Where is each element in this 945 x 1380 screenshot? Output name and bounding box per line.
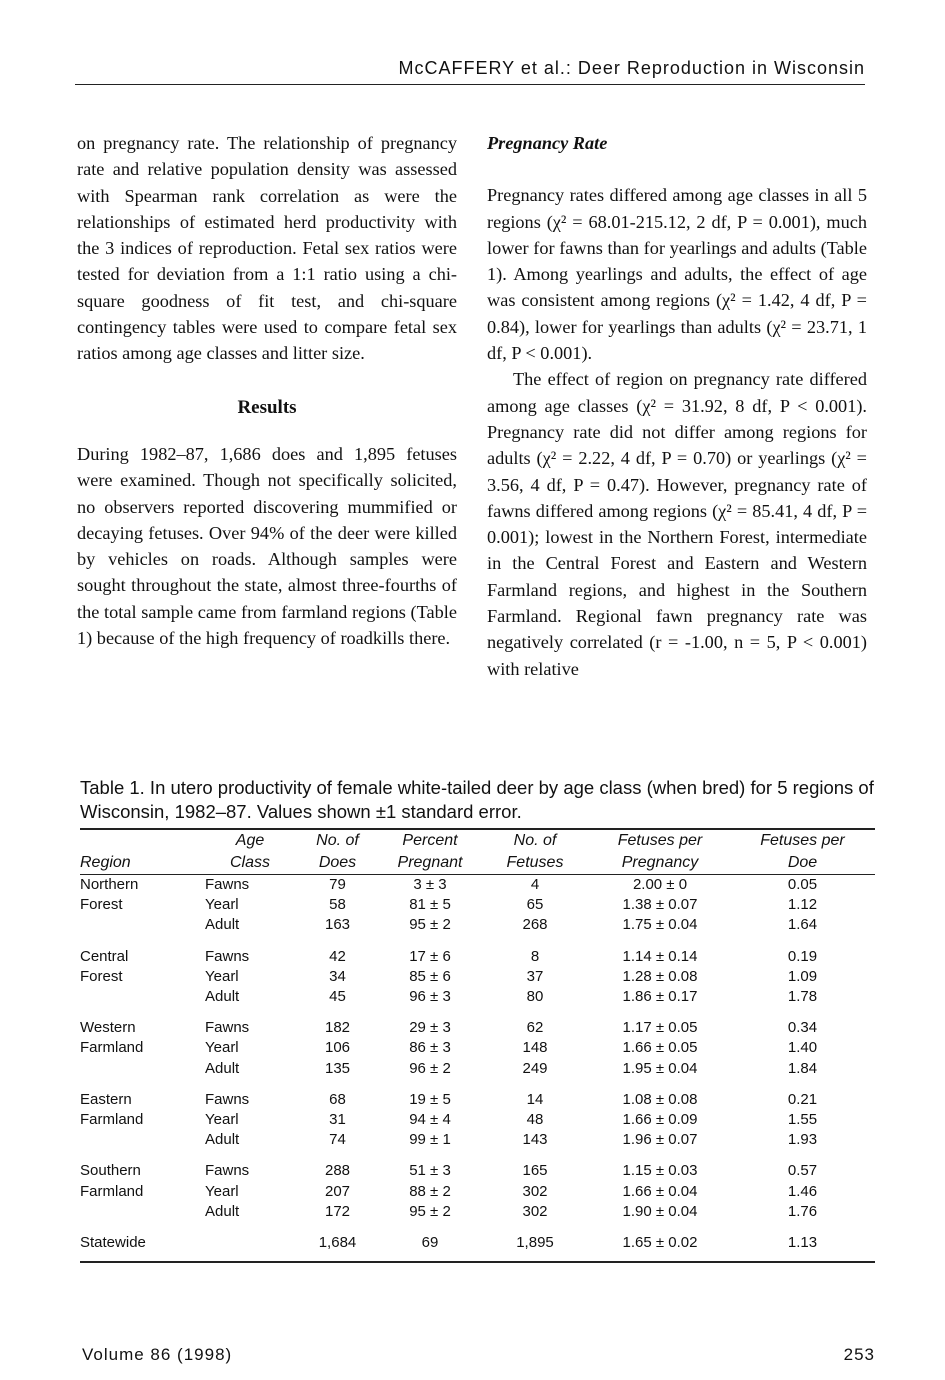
cell-percent-pregnant: 95 ± 2 — [409, 916, 451, 934]
table-row — [80, 915, 875, 935]
cell-fetuses-per-doe: 1.76 — [787, 1202, 818, 1220]
header-age-line1: Age — [205, 829, 295, 852]
cell-no-of-does: 79 — [329, 876, 346, 894]
cell-percent-pregnant: 69 — [380, 1222, 480, 1262]
cell-no-of-fetuses: 249 — [522, 1059, 548, 1077]
header-fpp-line2: Pregnancy — [590, 852, 730, 875]
subheading-pregnancy-rate: Pregnancy Rate — [487, 133, 608, 153]
cell-age-class: Fawns — [205, 1162, 250, 1180]
cell-no-of-fetuses: 62 — [526, 1019, 544, 1037]
cell-region: Southern — [80, 1162, 141, 1180]
header-pct-line2: Pregnant — [380, 852, 480, 875]
cell-age-class — [205, 1222, 295, 1262]
cell-fetuses-per-pregnancy: 1.65 ± 0.02 — [590, 1222, 730, 1262]
table-row — [80, 1130, 875, 1150]
running-head: McCAFFERY et al.: Deer Reproduction in Wisconsin — [398, 58, 865, 78]
cell-percent-pregnant: 3 ± 3 — [413, 876, 447, 894]
cell-fetuses-per-doe: 0.34 — [787, 1019, 818, 1037]
cell-fetuses-per-doe: 1.78 — [787, 988, 818, 1006]
table-row — [80, 936, 875, 967]
table-row — [80, 1110, 875, 1130]
header-pct-line1: Percent — [380, 829, 480, 852]
cell-age-class: Fawns — [205, 1090, 250, 1108]
table-row — [80, 987, 875, 1007]
cell-region: Farmland — [80, 1182, 144, 1200]
cell-fetuses-per-doe: 1.12 — [787, 896, 818, 914]
cell-fetuses-per-doe: 1.46 — [787, 1182, 818, 1200]
cell-region: Farmland — [80, 1110, 144, 1128]
table-header-row — [80, 852, 875, 875]
cell-fetuses-per-doe: 0.57 — [787, 1162, 818, 1180]
header-region-line2: Region — [80, 852, 205, 875]
body-paragraph: During 1982–87, 1,686 does and 1,895 fetuses were examined. Though not specifically solicited, no observers reported discovering mummified or decaying fetuses. Over 94% of the deer were killed by vehicles on roads. Although samples were sought throughout the state, almost three-fourths of the total sample came from farmland regions (Table 1) because of the high frequency of roadkills there. — [77, 443, 457, 649]
cell-no-of-fetuses: 1,895 — [480, 1222, 590, 1262]
cell-fetuses-per-pregnancy: 1.14 ± 0.14 — [622, 947, 698, 965]
cell-fetuses-per-doe: 0.21 — [787, 1090, 818, 1108]
header-fpd-line1: Fetuses per — [730, 829, 875, 852]
header-age-line2: Class — [205, 852, 295, 875]
cell-no-of-does: 1,684 — [295, 1222, 380, 1262]
section-heading-results: Results — [237, 396, 297, 418]
cell-fetuses-per-pregnancy: 1.90 ± 0.04 — [622, 1202, 698, 1220]
cell-no-of-does: 106 — [324, 1039, 351, 1057]
cell-no-of-does: 34 — [329, 967, 346, 985]
cell-age-class: Adult — [205, 1059, 240, 1077]
cell-age-class: Yearl — [205, 1039, 239, 1057]
body-paragraph: The effect of region on pregnancy rate differed among age classes (χ² = 31.92, 8 df, P < 0.001). Pregnancy rate did not differ among regions for adults (χ² = 2.22, 4 df, P = 0.70) or yearlings (χ² = 3.56, 4 df, P = 0.47). However, pregnancy rate of fawns differed among regions (χ² = 85.41, 4 df, P = 0.001); lowest in the Northern Forest, intermediate in the Central Forest and Eastern and Western Farmland regions, and highest in the Southern Farmland. Regional fawn pregnancy rate was negatively correlated (r = -1.00, n = 5, P < 0.001) with relative — [487, 369, 867, 679]
cell-fetuses-per-pregnancy: 1.38 ± 0.07 — [622, 896, 698, 914]
cell-fetuses-per-pregnancy: 2.00 ± 0 — [632, 876, 688, 894]
cell-no-of-fetuses: 14 — [526, 1090, 544, 1108]
cell-no-of-fetuses: 148 — [522, 1039, 548, 1057]
cell-region — [80, 1130, 205, 1150]
cell-no-of-fetuses: 37 — [526, 967, 544, 985]
cell-no-of-fetuses: 65 — [526, 896, 544, 914]
cell-percent-pregnant: 88 ± 2 — [409, 1182, 451, 1200]
cell-fetuses-per-pregnancy: 1.75 ± 0.04 — [622, 916, 698, 934]
cell-fetuses-per-doe: 1.55 — [787, 1110, 818, 1128]
cell-percent-pregnant: 86 ± 3 — [409, 1039, 451, 1057]
table-row — [80, 1007, 875, 1038]
cell-fetuses-per-pregnancy: 1.86 ± 0.17 — [622, 988, 698, 1006]
cell-age-class: Yearl — [205, 896, 239, 914]
header-fetuses-line2: Fetuses — [480, 852, 590, 875]
cell-percent-pregnant: 96 ± 2 — [409, 1059, 451, 1077]
cell-fetuses-per-pregnancy: 1.66 ± 0.05 — [622, 1039, 698, 1057]
cell-no-of-does: 182 — [324, 1019, 351, 1037]
cell-region — [80, 915, 205, 935]
cell-region: Forest — [80, 967, 123, 985]
cell-no-of-does: 172 — [324, 1202, 351, 1220]
table-row — [80, 1222, 875, 1262]
cell-age-class: Yearl — [205, 967, 239, 985]
cell-age-class: Fawns — [205, 876, 250, 894]
table-row — [80, 967, 875, 987]
cell-fetuses-per-pregnancy: 1.28 ± 0.08 — [622, 967, 698, 985]
cell-region — [80, 987, 205, 1007]
cell-fetuses-per-pregnancy: 1.66 ± 0.09 — [622, 1110, 698, 1128]
header-region-line1 — [80, 829, 205, 852]
header-fetuses-line1: No. of — [480, 829, 590, 852]
table-row — [80, 1079, 875, 1110]
table-row — [80, 895, 875, 915]
cell-fetuses-per-doe: 1.64 — [787, 916, 818, 934]
cell-age-class: Adult — [205, 1131, 240, 1149]
header-fpp-line1: Fetuses per — [590, 829, 730, 852]
cell-fetuses-per-doe: 1.09 — [787, 967, 818, 985]
cell-no-of-does: 163 — [324, 916, 351, 934]
cell-percent-pregnant: 29 ± 3 — [409, 1019, 451, 1037]
footer-volume: Volume 86 (1998) — [82, 1345, 233, 1364]
cell-no-of-does: 58 — [329, 896, 346, 914]
productivity-table — [80, 828, 875, 1263]
cell-no-of-fetuses: 80 — [526, 988, 544, 1006]
cell-no-of-does: 288 — [324, 1162, 351, 1180]
right-column — [487, 130, 867, 682]
header-rule — [75, 84, 865, 85]
cell-region — [80, 1202, 205, 1222]
cell-no-of-does: 31 — [329, 1110, 346, 1128]
cell-no-of-fetuses: 302 — [522, 1202, 548, 1220]
cell-region — [80, 1059, 205, 1079]
cell-no-of-fetuses: 165 — [522, 1162, 548, 1180]
cell-percent-pregnant: 85 ± 6 — [409, 967, 451, 985]
cell-fetuses-per-pregnancy: 1.66 ± 0.04 — [622, 1182, 698, 1200]
table-row — [80, 1202, 875, 1222]
cell-percent-pregnant: 51 ± 3 — [409, 1162, 451, 1180]
cell-percent-pregnant: 99 ± 1 — [409, 1131, 451, 1149]
header-does-line1: No. of — [295, 829, 380, 852]
table-row — [80, 875, 875, 896]
cell-region: Central — [80, 947, 129, 965]
cell-fetuses-per-doe: 1.93 — [787, 1131, 818, 1149]
cell-fetuses-per-pregnancy: 1.08 ± 0.08 — [622, 1090, 698, 1108]
cell-fetuses-per-doe: 1.13 — [730, 1222, 875, 1262]
cell-no-of-fetuses: 48 — [526, 1110, 544, 1128]
cell-age-class: Fawns — [205, 1019, 250, 1037]
cell-no-of-fetuses: 302 — [522, 1182, 548, 1200]
cell-region: Forest — [80, 896, 123, 914]
cell-fetuses-per-doe: 0.05 — [787, 876, 818, 894]
header-does-line2: Does — [295, 852, 380, 875]
cell-no-of-does: 45 — [329, 988, 346, 1006]
cell-region: Eastern — [80, 1090, 132, 1108]
body-paragraph: on pregnancy rate. The relationship of pregnancy rate and relative population density was assessed with Spearman rank correlation as were the relationships of estimated herd productivity with the 3 indices of reproduction. Fetal sex ratios were tested for deviation from a 1:1 ratio using a chi-square goodness of fit test, and chi-square contingency tables were used to compare fetal sex ratios among age classes and litter size. — [77, 133, 457, 364]
table-row — [80, 1059, 875, 1079]
cell-age-class: Adult — [205, 1202, 240, 1220]
cell-age-class: Fawns — [205, 947, 250, 965]
cell-no-of-does: 42 — [329, 947, 346, 965]
table-container — [80, 828, 875, 1263]
cell-fetuses-per-pregnancy: 1.95 ± 0.04 — [622, 1059, 698, 1077]
cell-percent-pregnant: 95 ± 2 — [409, 1202, 451, 1220]
cell-no-of-does: 74 — [329, 1131, 346, 1149]
cell-percent-pregnant: 19 ± 5 — [409, 1090, 451, 1108]
cell-fetuses-per-doe: 1.40 — [787, 1039, 818, 1057]
cell-no-of-fetuses: 4 — [530, 876, 540, 894]
table-row — [80, 1150, 875, 1181]
cell-percent-pregnant: 94 ± 4 — [409, 1110, 451, 1128]
cell-age-class: Adult — [205, 916, 240, 934]
table-row — [80, 1038, 875, 1058]
table-row — [80, 1181, 875, 1201]
cell-percent-pregnant: 17 ± 6 — [409, 947, 451, 965]
cell-region: Western — [80, 1019, 136, 1037]
cell-fetuses-per-pregnancy: 1.17 ± 0.05 — [622, 1019, 698, 1037]
table-caption: Table 1. In utero productivity of female white-tailed deer by age class (when bred) for 5 regions of Wisconsin, 1982–87. Values shown ±1 standard error. — [80, 777, 874, 822]
cell-no-of-does: 207 — [324, 1182, 351, 1200]
cell-no-of-fetuses: 268 — [522, 916, 548, 934]
table-body — [80, 875, 875, 1263]
cell-no-of-fetuses: 143 — [522, 1131, 548, 1149]
left-column — [77, 130, 457, 651]
cell-fetuses-per-pregnancy: 1.15 ± 0.03 — [622, 1162, 698, 1180]
cell-fetuses-per-pregnancy: 1.96 ± 0.07 — [622, 1131, 698, 1149]
cell-age-class: Adult — [205, 988, 240, 1006]
cell-region: Statewide — [80, 1222, 205, 1262]
cell-region: Farmland — [80, 1039, 144, 1057]
cell-no-of-does: 68 — [329, 1090, 346, 1108]
header-fpd-line2: Doe — [730, 852, 875, 875]
cell-region: Northern — [80, 876, 139, 894]
body-paragraph: Pregnancy rates differed among age classes in all 5 regions (χ² = 68.01-215.12, 2 df, P = 0.001), much lower for fawns than for yearlings and adults (Table 1). Among yearlings and adults, the effect of age was consistent among regions (χ² = 1.42, 4 df, P = 0.84), lower for yearlings than adults (χ² = 23.71, 1 df, P < 0.001). — [487, 185, 867, 364]
cell-no-of-fetuses: 8 — [530, 947, 540, 965]
cell-percent-pregnant: 96 ± 3 — [409, 988, 451, 1006]
cell-age-class: Yearl — [205, 1182, 239, 1200]
cell-percent-pregnant: 81 ± 5 — [409, 896, 451, 914]
table-header-row — [80, 829, 875, 852]
cell-fetuses-per-doe: 0.19 — [787, 947, 818, 965]
cell-no-of-does: 135 — [324, 1059, 351, 1077]
page-number: 253 — [843, 1345, 875, 1364]
cell-age-class: Yearl — [205, 1110, 239, 1128]
cell-fetuses-per-doe: 1.84 — [787, 1059, 818, 1077]
